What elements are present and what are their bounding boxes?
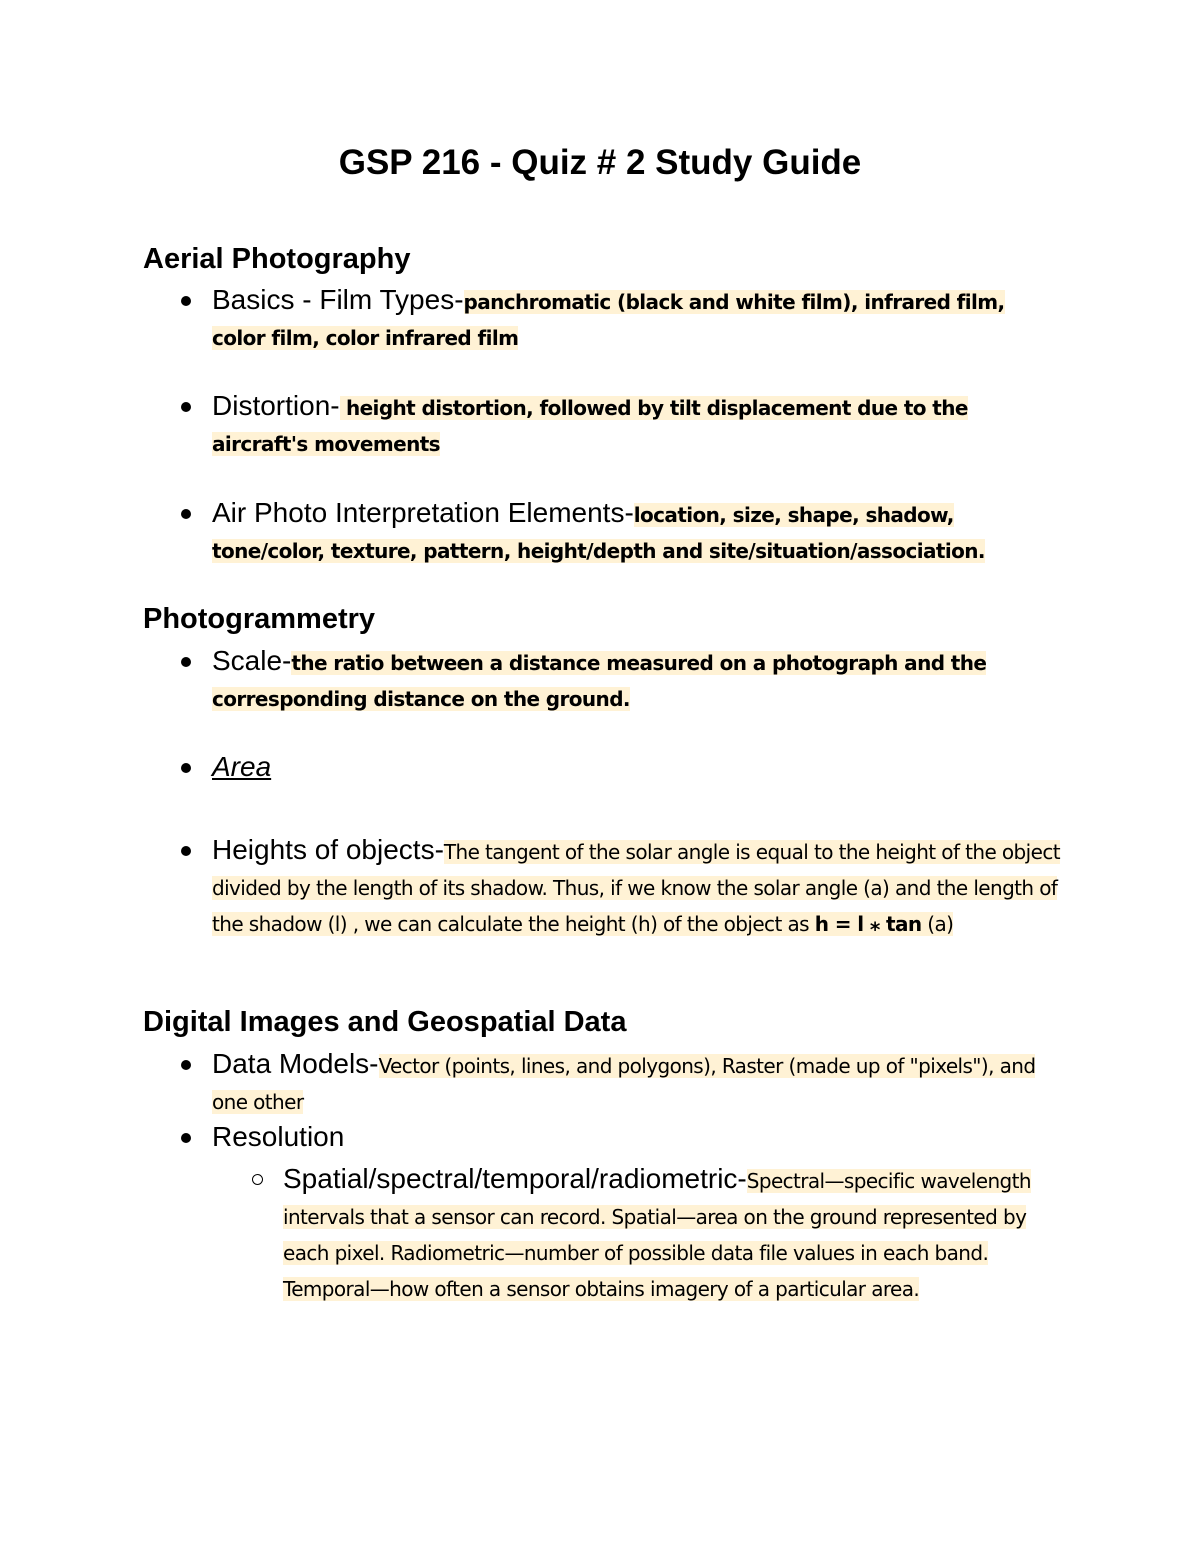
list-item-area (212, 750, 1062, 783)
bullet-icon (181, 296, 191, 306)
bullet-icon (181, 763, 191, 773)
item-description: location, size, shape, shadow, tone/color, texture, pattern, height/depth and site/situation/association. (212, 503, 985, 563)
item-description: the ratio between a distance measured on a photograph and the corresponding distance on the ground. (212, 651, 987, 711)
list-item-interpretation-elements (212, 496, 1062, 568)
item-term: Scale- (212, 645, 292, 676)
height-formula: h = l ⁎ tan (814, 912, 922, 936)
item-description: panchromatic (black and white film), infrared film, color film, color infrared film (212, 290, 1005, 350)
bullet-icon (181, 402, 191, 412)
list-item-data-models (212, 1047, 1062, 1119)
item-term: Air Photo Interpretation Elements- (212, 497, 634, 528)
item-description: Vector (points, lines, and polygons), Raster (made up of "pixels"), and one other (212, 1054, 1036, 1114)
list-item-distortion (212, 389, 1062, 461)
list-item-resolution (212, 1120, 1062, 1153)
bullet-icon (181, 657, 191, 667)
area-link[interactable]: Area (212, 751, 272, 782)
section-heading-photogrammetry: Photogrammetry (143, 603, 376, 635)
bullet-icon (181, 846, 191, 856)
heights-explanation: The tangent of the solar angle is equal to the height of the object divided by the length of its shadow. Thus, if we know the solar angle (a) and the length of the shadow (l) , we can calculate the height (h) of the object as (212, 840, 1060, 936)
section-heading-digital-images: Digital Images and Geospatial Data (143, 1006, 627, 1038)
bullet-icon (181, 509, 191, 519)
bullet-icon (181, 1133, 191, 1143)
height-formula-arg: (a) (921, 912, 954, 936)
item-description: height distortion, followed by tilt displacement due to the aircraft's movements (212, 396, 968, 456)
item-term: Data Models- (212, 1048, 379, 1079)
list-item-film-types (212, 283, 1062, 355)
item-term: Heights of objects- (212, 834, 444, 865)
item-term: Spatial/spectral/temporal/radiometric- (283, 1163, 747, 1194)
item-term: Basics - Film Types- (212, 284, 464, 315)
item-description: Spectral—specific wavelength intervals that a sensor can record. Spatial—area on the ground represented by each pixel. Radiometric—number of possible data file values in each band. Temporal—how often a sensor obtains imagery of a particular area. (283, 1169, 1031, 1301)
section-heading-aerial-photography: Aerial Photography (143, 243, 411, 275)
list-item-heights-of-objects (212, 833, 1062, 941)
sub-list-item-resolution-types (283, 1162, 1063, 1306)
sub-bullet-icon (252, 1174, 263, 1185)
page-title: GSP 216 - Quiz # 2 Study Guide (338, 143, 862, 182)
item-term: Resolution (212, 1121, 345, 1152)
bullet-icon (181, 1060, 191, 1070)
list-item-scale (212, 644, 1062, 716)
item-term: Distortion- (212, 390, 340, 421)
